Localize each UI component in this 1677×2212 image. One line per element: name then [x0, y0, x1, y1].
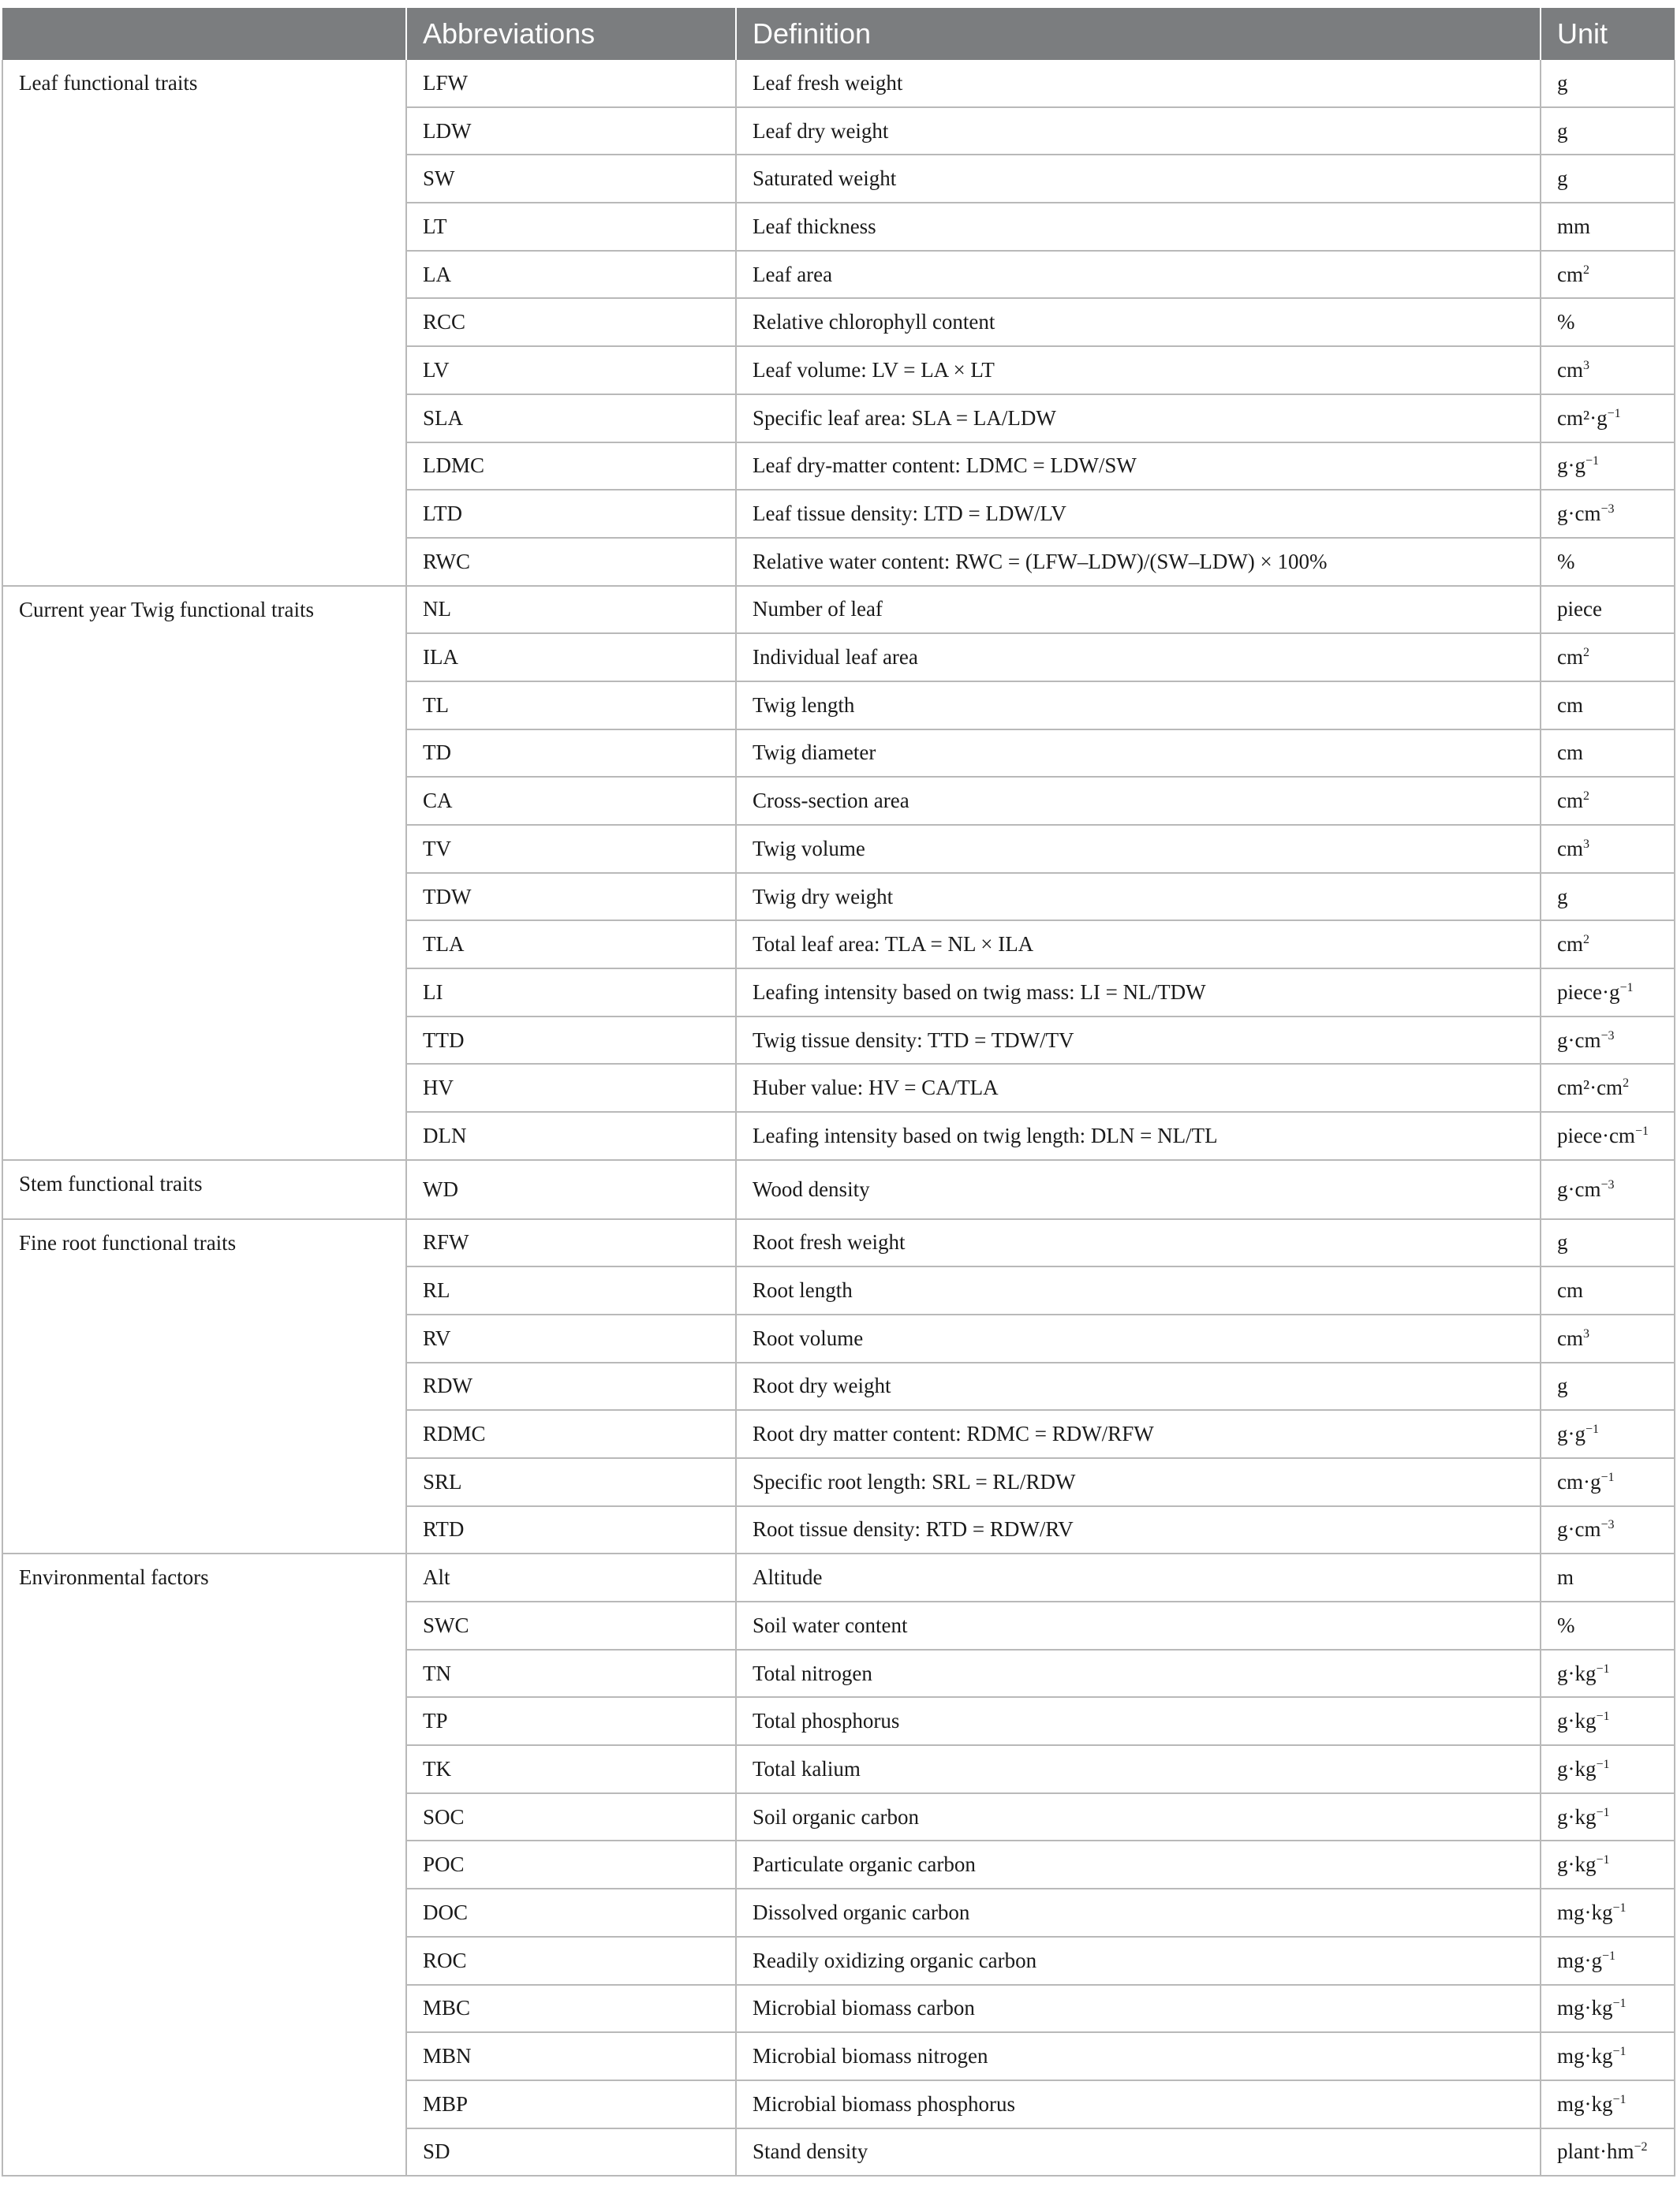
definition-cell: Root dry matter content: RDMC = RDW/RFW: [736, 1410, 1541, 1458]
unit-cell: [1541, 1410, 1675, 1458]
unit-base: mg·kg: [1557, 1996, 1613, 2020]
table-row: [2, 1160, 1675, 1219]
unit-base: cm: [1557, 789, 1583, 813]
unit-exponent: −1: [1612, 1997, 1627, 2011]
unit-cell: [1541, 2080, 1675, 2128]
abbreviation-cell: TLA: [406, 920, 736, 968]
unit-base: mg·kg: [1557, 1900, 1613, 1924]
unit-cell: [1541, 1745, 1675, 1793]
unit-base: piece·cm: [1557, 1123, 1635, 1147]
abbreviation-cell: MBP: [406, 2080, 736, 2128]
definition-cell: Leafing intensity based on twig length: DLN = NL/TL: [736, 1112, 1541, 1160]
abbreviation-cell: TP: [406, 1697, 736, 1745]
definition-cell: Specific root length: SRL = RL/RDW: [736, 1458, 1541, 1506]
definition-cell: Leaf dry-matter content: LDMC = LDW/SW: [736, 442, 1541, 491]
table-header: [2, 8, 1675, 60]
unit-cell: [1541, 1016, 1675, 1065]
definition-cell: Specific leaf area: SLA = LA/LDW: [736, 394, 1541, 442]
unit-exponent: −1: [1600, 1470, 1615, 1484]
unit-exponent: 2: [1583, 263, 1589, 277]
definition-cell: Twig volume: [736, 825, 1541, 873]
unit-base: g·g: [1557, 1422, 1585, 1446]
abbreviation-cell: RWC: [406, 538, 736, 586]
unit-base: mm: [1557, 214, 1591, 238]
abbreviation-cell: RFW: [406, 1219, 736, 1267]
unit-exponent: −1: [1607, 406, 1621, 420]
definition-cell: Stand density: [736, 2128, 1541, 2177]
unit-base: m: [1557, 1565, 1574, 1590]
unit-base: g·kg: [1557, 1661, 1597, 1685]
definition-cell: Cross-section area: [736, 777, 1541, 825]
unit-cell: [1541, 777, 1675, 825]
unit-base: cm: [1557, 692, 1583, 717]
unit-exponent: −2: [1634, 2140, 1648, 2154]
unit-cell: [1541, 1315, 1675, 1363]
abbreviation-cell: RV: [406, 1315, 736, 1363]
unit-cell: [1541, 729, 1675, 778]
unit-cell: [1541, 442, 1675, 491]
definition-cell: Wood density: [736, 1160, 1541, 1219]
table-row: [2, 60, 1675, 107]
unit-cell: [1541, 1506, 1675, 1554]
abbreviation-cell: RDMC: [406, 1410, 736, 1458]
unit-cell: [1541, 2128, 1675, 2177]
definition-cell: Leaf thickness: [736, 203, 1541, 251]
abbreviation-cell: TDW: [406, 873, 736, 921]
unit-base: %: [1557, 1613, 1575, 1637]
abbreviation-cell: SD: [406, 2128, 736, 2177]
abbreviation-cell: LDMC: [406, 442, 736, 491]
unit-cell: [1541, 394, 1675, 442]
table-row: [2, 586, 1675, 634]
definition-cell: Total phosphorus: [736, 1697, 1541, 1745]
table-row: [2, 1554, 1675, 1602]
unit-base: g·g: [1557, 453, 1585, 478]
unit-cell: [1541, 1160, 1675, 1219]
unit-exponent: −1: [1612, 2092, 1627, 2106]
unit-cell: [1541, 107, 1675, 155]
abbreviation-cell: SWC: [406, 1602, 736, 1650]
unit-cell: [1541, 1697, 1675, 1745]
definition-cell: Microbial biomass carbon: [736, 1985, 1541, 2033]
unit-base: cm: [1557, 1278, 1583, 1303]
unit-exponent: 3: [1583, 1326, 1589, 1341]
unit-cell: [1541, 1937, 1675, 1985]
definition-cell: Readily oxidizing organic carbon: [736, 1937, 1541, 1985]
abbreviation-cell: HV: [406, 1064, 736, 1112]
table-body: [2, 60, 1675, 2176]
unit-base: mg·kg: [1557, 2044, 1613, 2068]
definition-cell: Relative chlorophyll content: [736, 298, 1541, 346]
abbreviation-cell: WD: [406, 1160, 736, 1219]
header-unit: Unit: [1541, 8, 1675, 60]
definition-cell: Total leaf area: TLA = NL × ILA: [736, 920, 1541, 968]
unit-exponent: 2: [1623, 1076, 1630, 1091]
unit-cell: [1541, 60, 1675, 107]
abbreviation-cell: SOC: [406, 1793, 736, 1841]
unit-cell: [1541, 155, 1675, 203]
group-label: Fine root functional traits: [2, 1219, 406, 1554]
unit-cell: [1541, 490, 1675, 538]
definition-cell: Leafing intensity based on twig mass: LI = NL/TDW: [736, 968, 1541, 1016]
abbreviation-cell: TTD: [406, 1016, 736, 1065]
unit-base: cm: [1557, 740, 1583, 765]
traits-table-container: [2, 8, 1674, 2177]
abbreviation-cell: LT: [406, 203, 736, 251]
unit-base: cm: [1557, 1326, 1583, 1350]
unit-cell: [1541, 681, 1675, 729]
unit-exponent: −3: [1600, 1518, 1615, 1532]
abbreviation-cell: ROC: [406, 1937, 736, 1985]
unit-base: %: [1557, 310, 1575, 334]
unit-base: g·kg: [1557, 1852, 1597, 1877]
header-abbreviations: Abbreviations: [406, 8, 736, 60]
definition-cell: Relative water content: RWC = (LFW–LDW)/(SW–LDW) × 100%: [736, 538, 1541, 586]
traits-table: [2, 8, 1675, 2177]
unit-base: cm·g: [1557, 1469, 1601, 1494]
abbreviation-cell: SRL: [406, 1458, 736, 1506]
definition-cell: Total nitrogen: [736, 1650, 1541, 1698]
unit-base: g·cm: [1557, 502, 1601, 526]
unit-cell: [1541, 1363, 1675, 1411]
abbreviation-cell: LV: [406, 346, 736, 394]
definition-cell: Leaf tissue density: LTD = LDW/LV: [736, 490, 1541, 538]
unit-cell: [1541, 1458, 1675, 1506]
unit-base: g: [1557, 1374, 1568, 1398]
unit-base: g·cm: [1557, 1177, 1601, 1201]
unit-exponent: 2: [1583, 789, 1589, 804]
definition-cell: Soil organic carbon: [736, 1793, 1541, 1841]
unit-cell: [1541, 346, 1675, 394]
abbreviation-cell: POC: [406, 1841, 736, 1889]
abbreviation-cell: SLA: [406, 394, 736, 442]
unit-cell: [1541, 1841, 1675, 1889]
definition-cell: Root fresh weight: [736, 1219, 1541, 1267]
unit-exponent: −1: [1602, 1949, 1616, 1963]
unit-cell: [1541, 1554, 1675, 1602]
unit-base: mg·kg: [1557, 2091, 1613, 2116]
unit-base: cm: [1557, 262, 1583, 286]
unit-base: piece·g: [1557, 979, 1620, 1004]
definition-cell: Total kalium: [736, 1745, 1541, 1793]
abbreviation-cell: DLN: [406, 1112, 736, 1160]
unit-base: g·kg: [1557, 1756, 1597, 1781]
abbreviation-cell: TV: [406, 825, 736, 873]
unit-base: cm²·cm: [1557, 1076, 1623, 1100]
definition-cell: Root volume: [736, 1315, 1541, 1363]
unit-exponent: 2: [1583, 646, 1589, 660]
header-category: [2, 8, 406, 60]
unit-base: cm: [1557, 357, 1583, 382]
unit-exponent: −1: [1585, 454, 1600, 468]
unit-base: cm²·g: [1557, 405, 1608, 430]
unit-cell: [1541, 825, 1675, 873]
definition-cell: Saturated weight: [736, 155, 1541, 203]
group-label: Current year Twig functional traits: [2, 586, 406, 1160]
group-label: Leaf functional traits: [2, 60, 406, 586]
unit-cell: [1541, 1793, 1675, 1841]
definition-cell: Microbial biomass nitrogen: [736, 2032, 1541, 2080]
definition-cell: Dissolved organic carbon: [736, 1889, 1541, 1937]
unit-exponent: −3: [1600, 1177, 1615, 1192]
unit-exponent: −1: [1596, 1805, 1610, 1819]
unit-exponent: −3: [1600, 1028, 1615, 1043]
abbreviation-cell: RTD: [406, 1506, 736, 1554]
definition-cell: Twig tissue density: TTD = TDW/TV: [736, 1016, 1541, 1065]
unit-exponent: 2: [1583, 933, 1589, 947]
definition-cell: Twig diameter: [736, 729, 1541, 778]
abbreviation-cell: NL: [406, 586, 736, 634]
unit-cell: [1541, 1985, 1675, 2033]
group-label: Environmental factors: [2, 1554, 406, 2176]
abbreviation-cell: SW: [406, 155, 736, 203]
unit-cell: [1541, 586, 1675, 634]
unit-cell: [1541, 1602, 1675, 1650]
unit-base: plant·hm: [1557, 2139, 1634, 2164]
definition-cell: Individual leaf area: [736, 633, 1541, 681]
unit-cell: [1541, 1889, 1675, 1937]
unit-exponent: −1: [1619, 980, 1634, 994]
header-row: [2, 8, 1675, 60]
abbreviation-cell: RCC: [406, 298, 736, 346]
unit-exponent: −1: [1612, 2045, 1627, 2059]
definition-cell: Twig length: [736, 681, 1541, 729]
unit-exponent: −1: [1596, 1853, 1610, 1867]
definition-cell: Altitude: [736, 1554, 1541, 1602]
unit-base: g: [1557, 1230, 1568, 1255]
unit-base: cm: [1557, 645, 1583, 670]
unit-cell: [1541, 2032, 1675, 2080]
abbreviation-cell: RDW: [406, 1363, 736, 1411]
unit-cell: [1541, 1266, 1675, 1315]
unit-cell: [1541, 968, 1675, 1016]
abbreviation-cell: MBC: [406, 1985, 736, 2033]
unit-cell: [1541, 1064, 1675, 1112]
unit-base: g: [1557, 118, 1568, 143]
unit-base: cm: [1557, 932, 1583, 957]
unit-cell: [1541, 1112, 1675, 1160]
abbreviation-cell: TN: [406, 1650, 736, 1698]
definition-cell: Leaf fresh weight: [736, 60, 1541, 107]
unit-exponent: −1: [1634, 1124, 1649, 1138]
unit-cell: [1541, 873, 1675, 921]
abbreviation-cell: ILA: [406, 633, 736, 681]
abbreviation-cell: TK: [406, 1745, 736, 1793]
abbreviation-cell: TL: [406, 681, 736, 729]
unit-cell: [1541, 298, 1675, 346]
abbreviation-cell: LI: [406, 968, 736, 1016]
unit-cell: [1541, 633, 1675, 681]
unit-exponent: −1: [1596, 1710, 1610, 1724]
unit-base: piece: [1557, 597, 1602, 621]
unit-cell: [1541, 251, 1675, 299]
abbreviation-cell: RL: [406, 1266, 736, 1315]
definition-cell: Particulate organic carbon: [736, 1841, 1541, 1889]
definition-cell: Number of leaf: [736, 586, 1541, 634]
abbreviation-cell: DOC: [406, 1889, 736, 1937]
unit-base: g: [1557, 166, 1568, 191]
abbreviation-cell: Alt: [406, 1554, 736, 1602]
unit-exponent: −1: [1585, 1423, 1600, 1437]
unit-base: %: [1557, 549, 1575, 573]
unit-base: cm: [1557, 836, 1583, 860]
abbreviation-cell: CA: [406, 777, 736, 825]
definition-cell: Leaf volume: LV = LA × LT: [736, 346, 1541, 394]
unit-base: g: [1557, 884, 1568, 908]
unit-exponent: 3: [1583, 358, 1589, 372]
unit-base: mg·g: [1557, 1948, 1602, 1972]
unit-exponent: 3: [1583, 837, 1589, 851]
header-definition: Definition: [736, 8, 1541, 60]
unit-base: g·cm: [1557, 1517, 1601, 1542]
definition-cell: Twig dry weight: [736, 873, 1541, 921]
unit-base: g: [1557, 70, 1568, 95]
group-label: Stem functional traits: [2, 1160, 406, 1219]
definition-cell: Huber value: HV = CA/TLA: [736, 1064, 1541, 1112]
abbreviation-cell: LFW: [406, 60, 736, 107]
unit-cell: [1541, 1650, 1675, 1698]
unit-exponent: −3: [1600, 502, 1615, 517]
definition-cell: Leaf area: [736, 251, 1541, 299]
abbreviation-cell: LTD: [406, 490, 736, 538]
definition-cell: Soil water content: [736, 1602, 1541, 1650]
definition-cell: Root length: [736, 1266, 1541, 1315]
definition-cell: Microbial biomass phosphorus: [736, 2080, 1541, 2128]
abbreviation-cell: MBN: [406, 2032, 736, 2080]
unit-cell: [1541, 203, 1675, 251]
unit-exponent: −1: [1596, 1662, 1610, 1676]
abbreviation-cell: LA: [406, 251, 736, 299]
unit-cell: [1541, 1219, 1675, 1267]
unit-base: g·kg: [1557, 1709, 1597, 1733]
unit-base: g·kg: [1557, 1804, 1597, 1829]
abbreviation-cell: TD: [406, 729, 736, 778]
unit-cell: [1541, 538, 1675, 586]
abbreviation-cell: LDW: [406, 107, 736, 155]
unit-exponent: −1: [1596, 1757, 1610, 1771]
table-row: [2, 1219, 1675, 1267]
definition-cell: Leaf dry weight: [736, 107, 1541, 155]
definition-cell: Root tissue density: RTD = RDW/RV: [736, 1506, 1541, 1554]
unit-cell: [1541, 920, 1675, 968]
unit-base: g·cm: [1557, 1028, 1601, 1052]
unit-exponent: −1: [1612, 1901, 1627, 1915]
definition-cell: Root dry weight: [736, 1363, 1541, 1411]
